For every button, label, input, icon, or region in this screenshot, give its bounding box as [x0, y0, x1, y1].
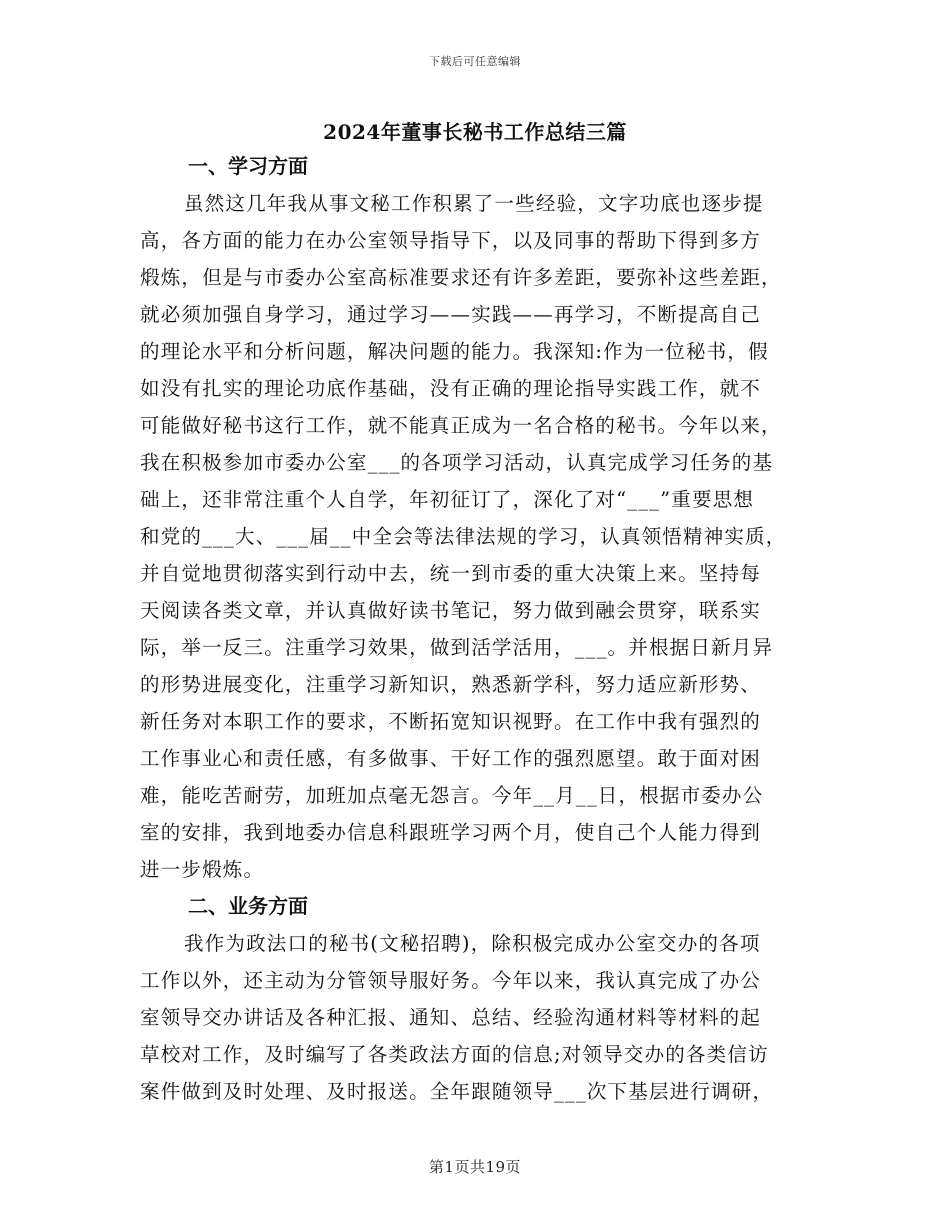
paragraph-line: 的理论水平和分析问题，解决问题的能力。我深知:作为一位秘书，假	[140, 340, 769, 363]
section-heading: 二、业务方面	[188, 894, 308, 918]
document-title: 2024年董事长秘书工作总结三篇	[323, 120, 627, 144]
document-body	[140, 148, 804, 1110]
paragraph-line: 际，举一反三。注重学习效果，做到活学活用，___。并根据日新月异	[140, 636, 774, 659]
paragraph-line: 室领导交办讲话及各种汇报、通知、总结、经验沟通材料等材料的起	[140, 1006, 762, 1029]
paragraph-line: 和党的___大、___届__中全会等法律法规的学习，认真领悟精神实质，	[140, 525, 787, 548]
paragraph-line: 虽然这几年我从事文秘工作积累了一些经验，文字功底也逐步提	[184, 192, 764, 215]
paragraph-line: 高，各方面的能力在办公室领导指导下，以及同事的帮助下得到多方	[140, 229, 762, 252]
paragraph-line: 天阅读各类文章，并认真做好读书笔记，努力做到融会贯穿，联系实	[140, 599, 762, 622]
paragraph-line: 础上，还非常注重个人自学，年初征订了，深化了对“___”重要思想	[140, 488, 755, 511]
section-paragraph	[140, 925, 804, 1110]
paragraph-line: 工作以外，还主动为分管领导服好务。今年以来，我认真完成了办公	[140, 969, 762, 992]
paragraph-line: 室的安排，我到地委办信息科跟班学习两个月，使自己个人能力得到	[140, 821, 762, 844]
header-note: 下载后可任意编辑	[429, 55, 521, 68]
paragraph-line: 难，能吃苦耐劳，加班加点毫无怨言。今年__月__日，根据市委办公	[140, 784, 764, 807]
paragraph-line: 我在积极参加市委办公室___的各项学习活动，认真完成学习任务的基	[140, 451, 774, 474]
paragraph-line: 就必须加强自身学习，通过学习——实践——再学习，不断提高自己	[140, 303, 762, 326]
paragraph-line: 可能做好秘书这行工作，就不能真正成为一名合格的秘书。今年以来，	[140, 414, 782, 437]
paragraph-line: 工作事业心和责任感，有多做事、干好工作的强烈愿望。敢于面对困	[140, 747, 762, 770]
paragraph-line: 进一步煅炼。	[140, 858, 265, 881]
section-heading: 一、学习方面	[188, 154, 308, 178]
paragraph-line: 如没有扎实的理论功底作基础，没有正确的理论指导实践工作，就不	[140, 377, 762, 400]
section-business	[140, 888, 804, 1110]
paragraph-line: 我作为政法口的秘书(文秘招聘)，除积极完成办公室交办的各项	[184, 932, 761, 955]
paragraph-line: 案件做到及时处理、及时报送。全年跟随领导___次下基层进行调研，	[140, 1080, 774, 1103]
paragraph-line: 煅炼，但是与市委办公室高标准要求还有许多差距，要弥补这些差距，	[140, 266, 782, 289]
page-footer: 第1页共19页	[428, 1158, 522, 1176]
section-study	[140, 148, 804, 888]
paragraph-line: 草校对工作，及时编写了各类政法方面的信息;对领导交办的各类信访	[140, 1043, 769, 1066]
paragraph-line: 的形势进展变化，注重学习新知识，熟悉新学科，努力适应新形势、	[140, 673, 762, 696]
section-paragraph	[140, 185, 804, 888]
paragraph-line: 并自觉地贯彻落实到行动中去，统一到市委的重大决策上来。坚持每	[140, 562, 762, 585]
paragraph-line: 新任务对本职工作的要求，不断拓宽知识视野。在工作中我有强烈的	[140, 710, 762, 733]
